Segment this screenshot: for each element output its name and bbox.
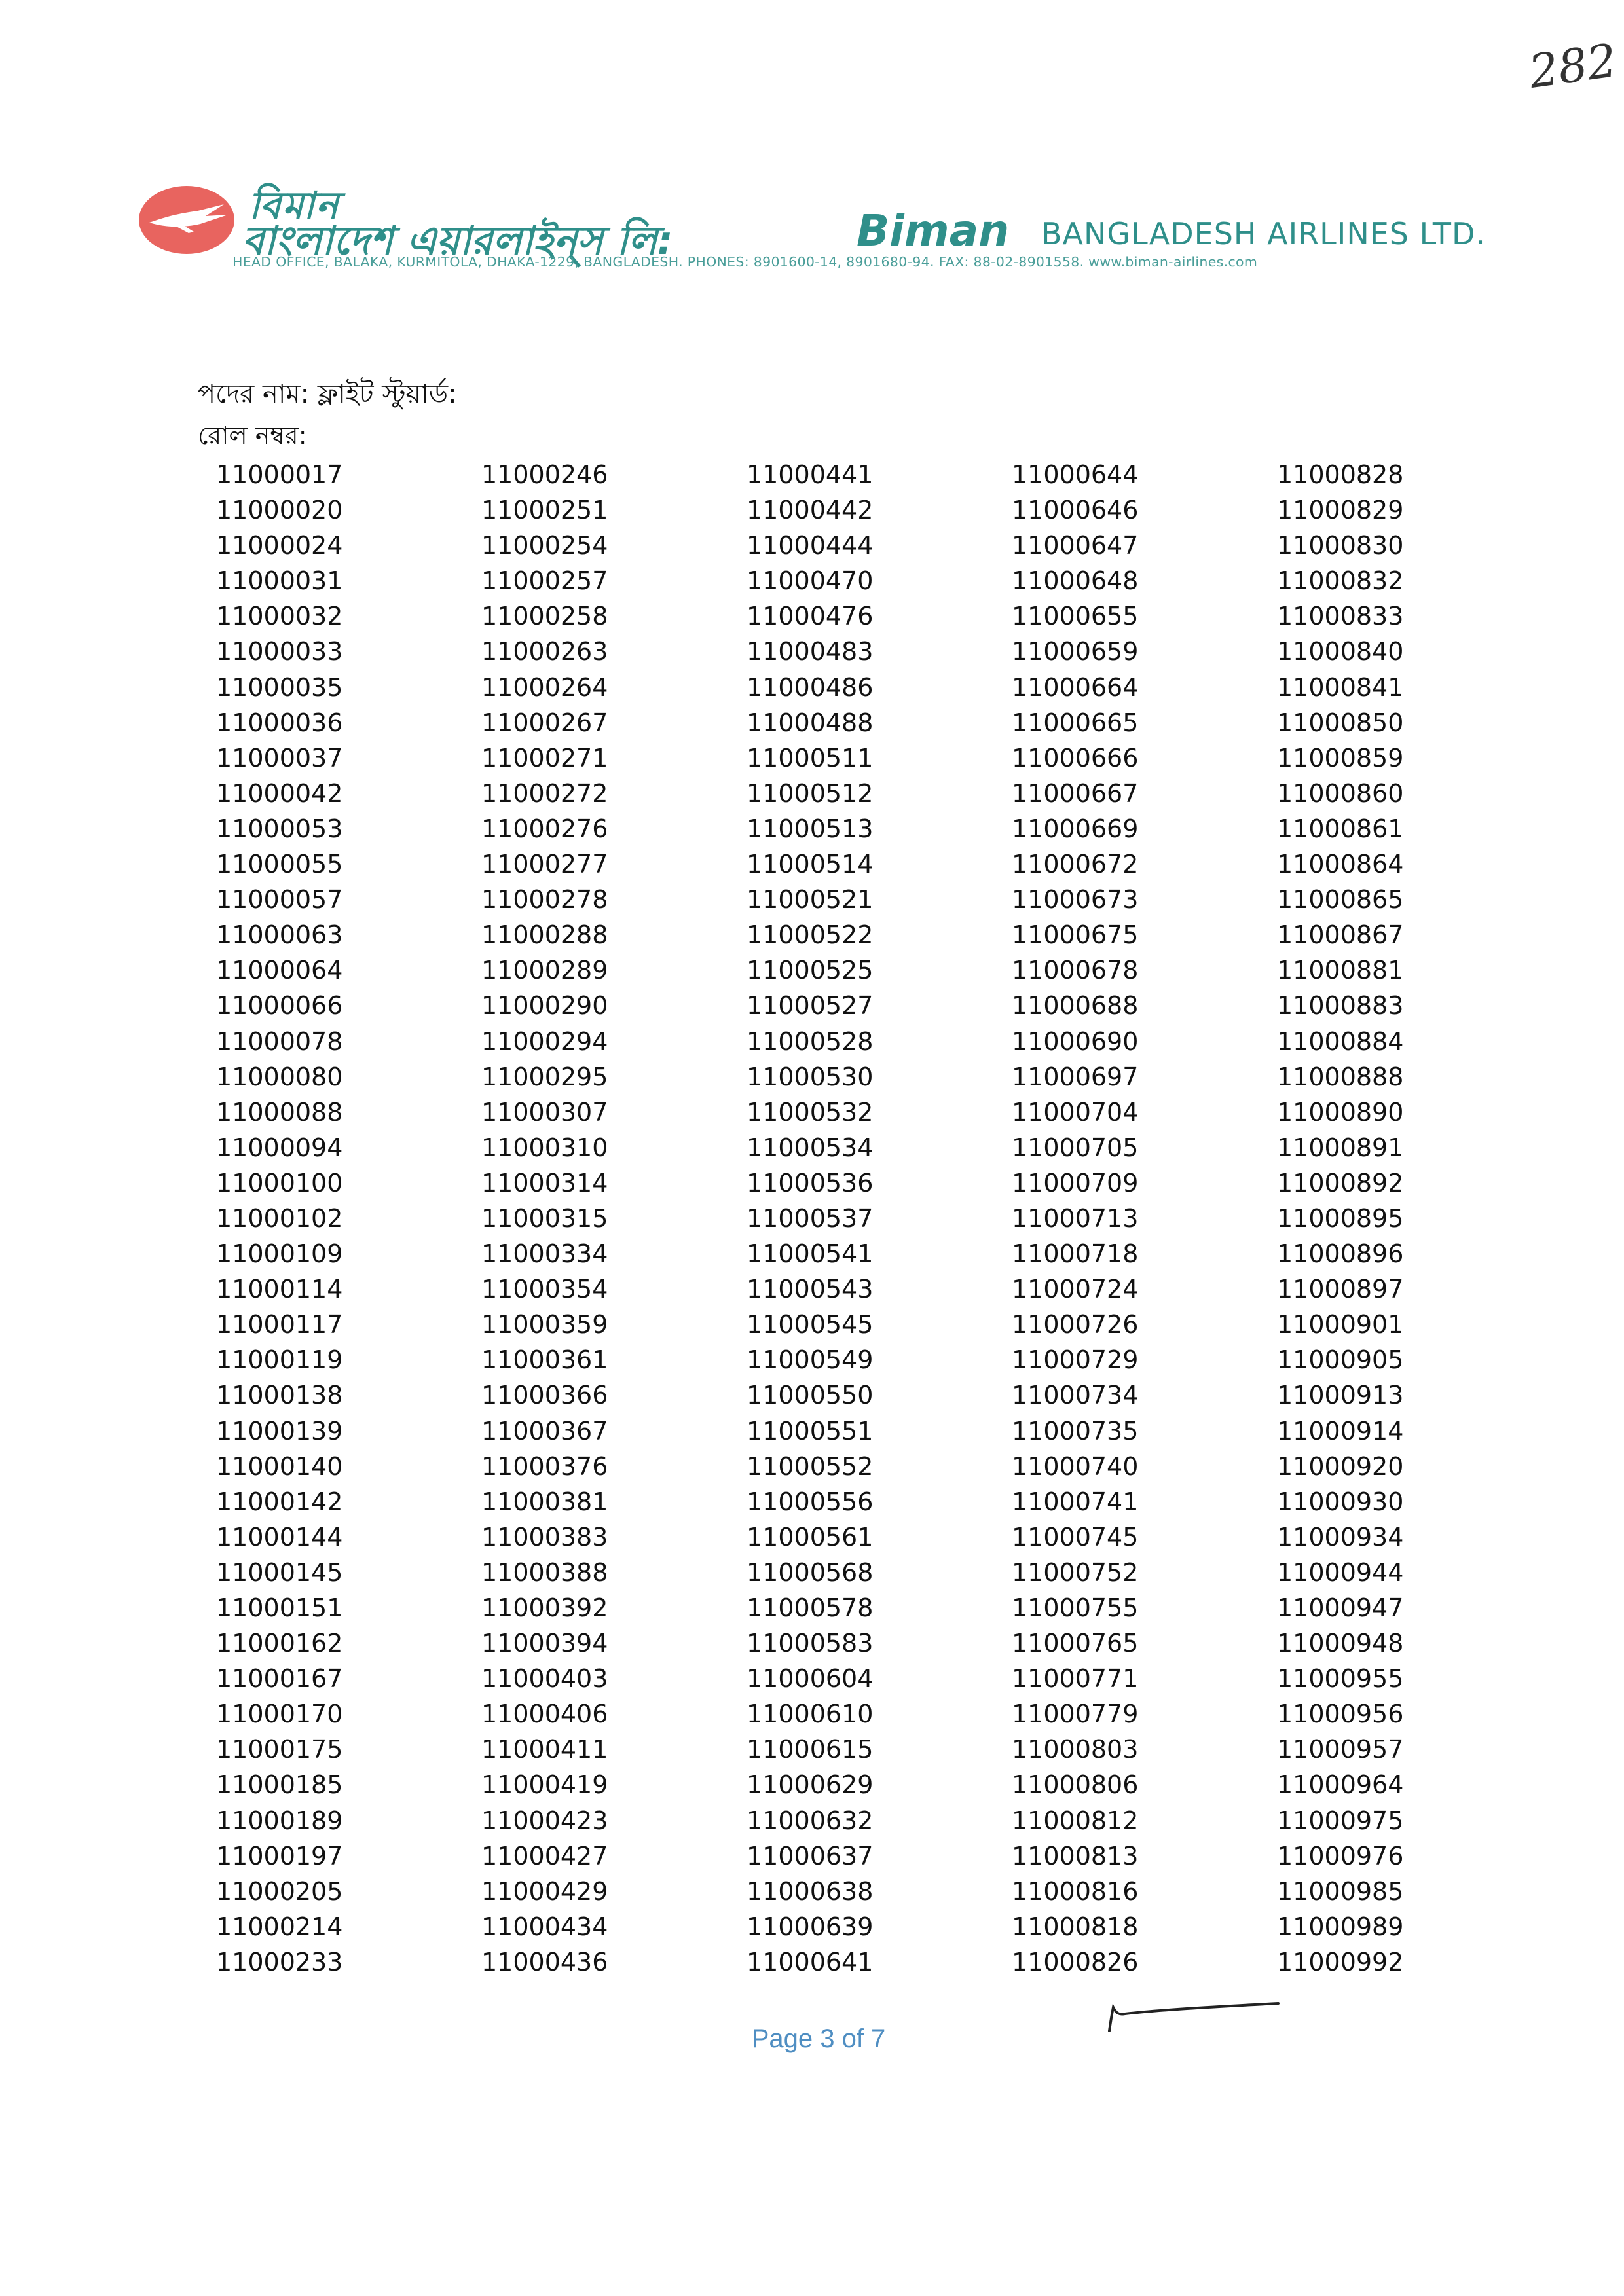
roll-number: 11000102: [216, 1203, 343, 1233]
roll-number: 11000383: [481, 1522, 608, 1552]
roll-number: 11000726: [1012, 1310, 1139, 1339]
roll-number: 11000665: [1012, 708, 1139, 737]
roll-number: 11000527: [747, 991, 874, 1021]
roll-number: 11000307: [481, 1097, 608, 1127]
roll-number: 11000361: [481, 1345, 608, 1375]
roll-number: 11000655: [1012, 602, 1139, 631]
roll-column-3: [747, 457, 956, 1980]
roll-number: 11000423: [481, 1806, 608, 1835]
roll-number: 11000718: [1012, 1239, 1139, 1269]
roll-number: 11000032: [216, 602, 343, 631]
roll-number: 11000832: [1277, 566, 1404, 596]
roll-number: 11000288: [481, 920, 608, 950]
roll-number: 11000841: [1277, 672, 1404, 702]
roll-number: 11000063: [216, 920, 343, 950]
roll-number: 11000233: [216, 1947, 343, 1977]
roll-number: 11000536: [747, 1168, 874, 1197]
roll-number: 11000806: [1012, 1770, 1139, 1800]
roll-number: 11000403: [481, 1664, 608, 1694]
roll-number: 11000175: [216, 1735, 343, 1764]
roll-number: 11000813: [1012, 1841, 1139, 1870]
roll-number: 11000888: [1277, 1062, 1404, 1091]
roll-number: 11000729: [1012, 1345, 1139, 1375]
roll-number: 11000271: [481, 743, 608, 773]
roll-number: 11000162: [216, 1629, 343, 1658]
roll-column-4: [1012, 457, 1221, 1980]
roll-number: 11000934: [1277, 1522, 1404, 1552]
brand-name-rest: BANGLADESH AIRLINES LTD.: [1041, 216, 1486, 251]
roll-number: 11000897: [1277, 1275, 1404, 1304]
roll-number: 11000521: [747, 885, 874, 915]
roll-number: 11000812: [1012, 1806, 1139, 1835]
roll-number: 11000315: [481, 1203, 608, 1233]
roll-number: 11000354: [481, 1275, 608, 1304]
roll-number: 11000197: [216, 1841, 343, 1870]
roll-number: 11000185: [216, 1770, 343, 1800]
roll-number: 11000359: [481, 1310, 608, 1339]
roll-number: 11000549: [747, 1345, 874, 1375]
roll-number: 11000803: [1012, 1735, 1139, 1764]
roll-number: 11000705: [1012, 1133, 1139, 1162]
roll-number: 11000088: [216, 1097, 343, 1127]
roll-number: 11000024: [216, 531, 343, 560]
brand-name: Biman: [857, 206, 1010, 256]
roll-number: 11000545: [747, 1310, 874, 1339]
roll-number: 11000551: [747, 1416, 874, 1446]
roll-number: 11000411: [481, 1735, 608, 1764]
roll-number: 11000537: [747, 1203, 874, 1233]
roll-number: 11000930: [1277, 1487, 1404, 1516]
roll-number: 11000151: [216, 1594, 343, 1622]
roll-number: 11000064: [216, 956, 343, 985]
roll-number: 11000100: [216, 1168, 343, 1197]
roll-number: 11000512: [747, 778, 874, 808]
roll-number: 11000644: [1012, 460, 1139, 489]
head-office-address: HEAD OFFICE, BALAKA, KURMITOLA, DHAKA-1229, BANGLADESH. PHONES: 8901600-14, 8901680-94. FAX: 88-02-8901558. www.biman-airlines.com: [232, 254, 1258, 270]
roll-number: 11000434: [481, 1912, 608, 1941]
roll-number: 11000376: [481, 1451, 608, 1481]
handwritten-page-number: 282: [1525, 33, 1620, 99]
roll-number: 11000976: [1277, 1841, 1404, 1870]
roll-number: 11000289: [481, 956, 608, 985]
roll-number: 11000488: [747, 708, 874, 737]
roll-number: 11000392: [481, 1594, 608, 1622]
roll-number: 11000641: [747, 1947, 874, 1977]
roll-number: 11000779: [1012, 1700, 1139, 1729]
roll-number: 11000145: [216, 1558, 343, 1587]
roll-number: 11000865: [1277, 885, 1404, 915]
roll-number: 11000666: [1012, 743, 1139, 773]
roll-number: 11000578: [747, 1594, 874, 1622]
roll-number: 11000295: [481, 1062, 608, 1091]
roll-number: 11000604: [747, 1664, 874, 1694]
roll-number: 11000035: [216, 672, 343, 702]
roll-number: 11000688: [1012, 991, 1139, 1021]
roll-number: 11000914: [1277, 1416, 1404, 1446]
roll-number: 11000659: [1012, 637, 1139, 666]
biman-logo-icon: [138, 185, 236, 255]
roll-number: 11000167: [216, 1664, 343, 1694]
roll-number: 11000964: [1277, 1770, 1404, 1800]
roll-number: 11000672: [1012, 850, 1139, 879]
roll-number: 11000664: [1012, 672, 1139, 702]
roll-number: 11000419: [481, 1770, 608, 1800]
roll-number: 11000429: [481, 1876, 608, 1906]
roll-number: 11000020: [216, 496, 343, 525]
roll-number: 11000142: [216, 1487, 343, 1516]
roll-number: 11000920: [1277, 1451, 1404, 1481]
roll-number: 11000444: [747, 531, 874, 560]
roll-number: 11000470: [747, 566, 874, 596]
roll-number: 11000561: [747, 1522, 874, 1552]
roll-number: 11000901: [1277, 1310, 1404, 1339]
roll-number: 11000556: [747, 1487, 874, 1516]
roll-number: 11000109: [216, 1239, 343, 1269]
roll-number: 11000709: [1012, 1168, 1139, 1197]
roll-number: 11000896: [1277, 1239, 1404, 1269]
roll-number: 11000442: [747, 496, 874, 525]
roll-number: 11000678: [1012, 956, 1139, 985]
brand-bangla-line1: বিমান: [249, 183, 340, 228]
page-footer: [0, 2024, 1624, 2054]
roll-number: 11000830: [1277, 531, 1404, 560]
roll-number: 11000441: [747, 460, 874, 489]
roll-number: 11000314: [481, 1168, 608, 1197]
roll-number: 11000267: [481, 708, 608, 737]
roll-number: 11000170: [216, 1700, 343, 1729]
roll-number: 11000955: [1277, 1664, 1404, 1694]
roll-number: 11000975: [1277, 1806, 1404, 1835]
roll-number: 11000647: [1012, 531, 1139, 560]
roll-number: 11000638: [747, 1876, 874, 1906]
roll-number: 11000610: [747, 1700, 874, 1729]
roll-number: 11000891: [1277, 1133, 1404, 1162]
roll-number: 11000828: [1277, 460, 1404, 489]
roll-number: 11000080: [216, 1062, 343, 1091]
roll-number: 11000366: [481, 1381, 608, 1410]
roll-number: 11000534: [747, 1133, 874, 1162]
roll-number: 11000257: [481, 566, 608, 596]
roll-number: 11000119: [216, 1345, 343, 1375]
roll-number: 11000740: [1012, 1451, 1139, 1481]
roll-number: 11000690: [1012, 1027, 1139, 1056]
roll-number: 11000850: [1277, 708, 1404, 737]
roll-number: 11000956: [1277, 1700, 1404, 1729]
roll-number: 11000525: [747, 956, 874, 985]
roll-number: 11000436: [481, 1947, 608, 1977]
roll-number: 11000258: [481, 602, 608, 631]
roll-number: 11000511: [747, 743, 874, 773]
roll-number: 11000264: [481, 672, 608, 702]
roll-number: 11000541: [747, 1239, 874, 1269]
roll-number: 11000992: [1277, 1947, 1404, 1977]
roll-number: 11000816: [1012, 1876, 1139, 1906]
roll-number: 11000334: [481, 1239, 608, 1269]
roll-number: 11000826: [1012, 1947, 1139, 1977]
roll-number: 11000381: [481, 1487, 608, 1516]
roll-number: 11000697: [1012, 1062, 1139, 1091]
roll-number: 11000290: [481, 991, 608, 1021]
roll-number: 11000367: [481, 1416, 608, 1446]
roll-number: 11000861: [1277, 814, 1404, 843]
roll-number: 11000755: [1012, 1594, 1139, 1622]
roll-number: 11000883: [1277, 991, 1404, 1021]
roll-number: 11000713: [1012, 1203, 1139, 1233]
roll-number: 11000771: [1012, 1664, 1139, 1694]
roll-number: 11000669: [1012, 814, 1139, 843]
roll-number: 11000735: [1012, 1416, 1139, 1446]
roll-number: 11000528: [747, 1027, 874, 1056]
roll-number: 11000530: [747, 1062, 874, 1091]
roll-number: 11000745: [1012, 1522, 1139, 1552]
roll-number: 11000583: [747, 1629, 874, 1658]
roll-number: 11000254: [481, 531, 608, 560]
roll-number: 11000646: [1012, 496, 1139, 525]
roll-number: 11000476: [747, 602, 874, 631]
roll-number: 11000752: [1012, 1558, 1139, 1587]
roll-number: 11000615: [747, 1735, 874, 1764]
roll-number-label: রোল নম্বর:: [198, 421, 307, 450]
roll-number: 11000913: [1277, 1381, 1404, 1410]
roll-number: 11000486: [747, 672, 874, 702]
roll-number: 11000818: [1012, 1912, 1139, 1941]
roll-number: 11000138: [216, 1381, 343, 1410]
roll-number: 11000522: [747, 920, 874, 950]
roll-number: 11000277: [481, 850, 608, 879]
roll-number: 11000632: [747, 1806, 874, 1835]
roll-number: 11000427: [481, 1841, 608, 1870]
roll-number: 11000037: [216, 743, 343, 773]
roll-number: 11000734: [1012, 1381, 1139, 1410]
roll-number: 11000765: [1012, 1629, 1139, 1658]
roll-number: 11000140: [216, 1451, 343, 1481]
roll-number: 11000033: [216, 637, 343, 666]
roll-number: 11000895: [1277, 1203, 1404, 1233]
roll-number: 11000144: [216, 1522, 343, 1552]
roll-number: 11000057: [216, 885, 343, 915]
roll-number: 11000957: [1277, 1735, 1404, 1764]
roll-number: 11000139: [216, 1416, 343, 1446]
roll-number: 11000514: [747, 850, 874, 879]
roll-number: 11000985: [1277, 1876, 1404, 1906]
roll-number: 11000036: [216, 708, 343, 737]
roll-number: 11000667: [1012, 778, 1139, 808]
roll-number: 11000532: [747, 1097, 874, 1127]
roll-column-1: [216, 457, 426, 1980]
roll-number: 11000989: [1277, 1912, 1404, 1941]
post-title: পদের নাম: ফ্লাইট স্টুয়ার্ড:: [198, 379, 457, 409]
roll-number: 11000629: [747, 1770, 874, 1800]
roll-number: 11000042: [216, 778, 343, 808]
brand-bangla-line2: বাংলাদেশ এয়ারলাইন্‌স লি:: [242, 218, 673, 264]
roll-number: 11000829: [1277, 496, 1404, 525]
roll-number: 11000552: [747, 1451, 874, 1481]
roll-number: 11000246: [481, 460, 608, 489]
roll-number: 11000263: [481, 637, 608, 666]
roll-number: 11000724: [1012, 1275, 1139, 1304]
roll-column-2: [481, 457, 691, 1980]
roll-number: 11000948: [1277, 1629, 1404, 1658]
roll-number: 11000840: [1277, 637, 1404, 666]
roll-number: 11000310: [481, 1133, 608, 1162]
roll-number: 11000648: [1012, 566, 1139, 596]
roll-number: 11000673: [1012, 885, 1139, 915]
roll-number: 11000833: [1277, 602, 1404, 631]
roll-number: 11000944: [1277, 1558, 1404, 1587]
roll-number: 11000905: [1277, 1345, 1404, 1375]
roll-number: 11000637: [747, 1841, 874, 1870]
roll-number: 11000864: [1277, 850, 1404, 879]
roll-number: 11000066: [216, 991, 343, 1021]
roll-number: 11000214: [216, 1912, 343, 1941]
roll-number: 11000406: [481, 1700, 608, 1729]
letterhead: [138, 177, 1513, 282]
roll-number: 11000278: [481, 885, 608, 915]
roll-number: 11000094: [216, 1133, 343, 1162]
roll-number: 11000568: [747, 1558, 874, 1587]
page-number: Page 3 of 7: [751, 2024, 886, 2053]
roll-number: 11000884: [1277, 1027, 1404, 1056]
roll-number: 11000892: [1277, 1168, 1404, 1197]
roll-number: 11000860: [1277, 778, 1404, 808]
roll-number: 11000890: [1277, 1097, 1404, 1127]
roll-number: 11000205: [216, 1876, 343, 1906]
roll-number: 11000947: [1277, 1594, 1404, 1622]
roll-number: 11000017: [216, 460, 343, 489]
roll-number: 11000272: [481, 778, 608, 808]
roll-number: 11000704: [1012, 1097, 1139, 1127]
roll-number: 11000483: [747, 637, 874, 666]
roll-number: 11000550: [747, 1381, 874, 1410]
roll-number: 11000276: [481, 814, 608, 843]
roll-number: 11000639: [747, 1912, 874, 1941]
roll-number: 11000078: [216, 1027, 343, 1056]
roll-number: 11000189: [216, 1806, 343, 1835]
roll-number: 11000251: [481, 496, 608, 525]
roll-number: 11000859: [1277, 743, 1404, 773]
roll-number: 11000394: [481, 1629, 608, 1658]
roll-number: 11000881: [1277, 956, 1404, 985]
roll-number: 11000114: [216, 1275, 343, 1304]
roll-number: 11000513: [747, 814, 874, 843]
roll-number: 11000741: [1012, 1487, 1139, 1516]
roll-number: 11000388: [481, 1558, 608, 1587]
roll-number: 11000055: [216, 850, 343, 879]
roll-number: 11000675: [1012, 920, 1139, 950]
roll-number: 11000867: [1277, 920, 1404, 950]
roll-number: 11000053: [216, 814, 343, 843]
roll-number: 11000117: [216, 1310, 343, 1339]
roll-number: 11000294: [481, 1027, 608, 1056]
roll-number: 11000543: [747, 1275, 874, 1304]
roll-column-5: [1277, 457, 1486, 1980]
roll-number: 11000031: [216, 566, 343, 596]
